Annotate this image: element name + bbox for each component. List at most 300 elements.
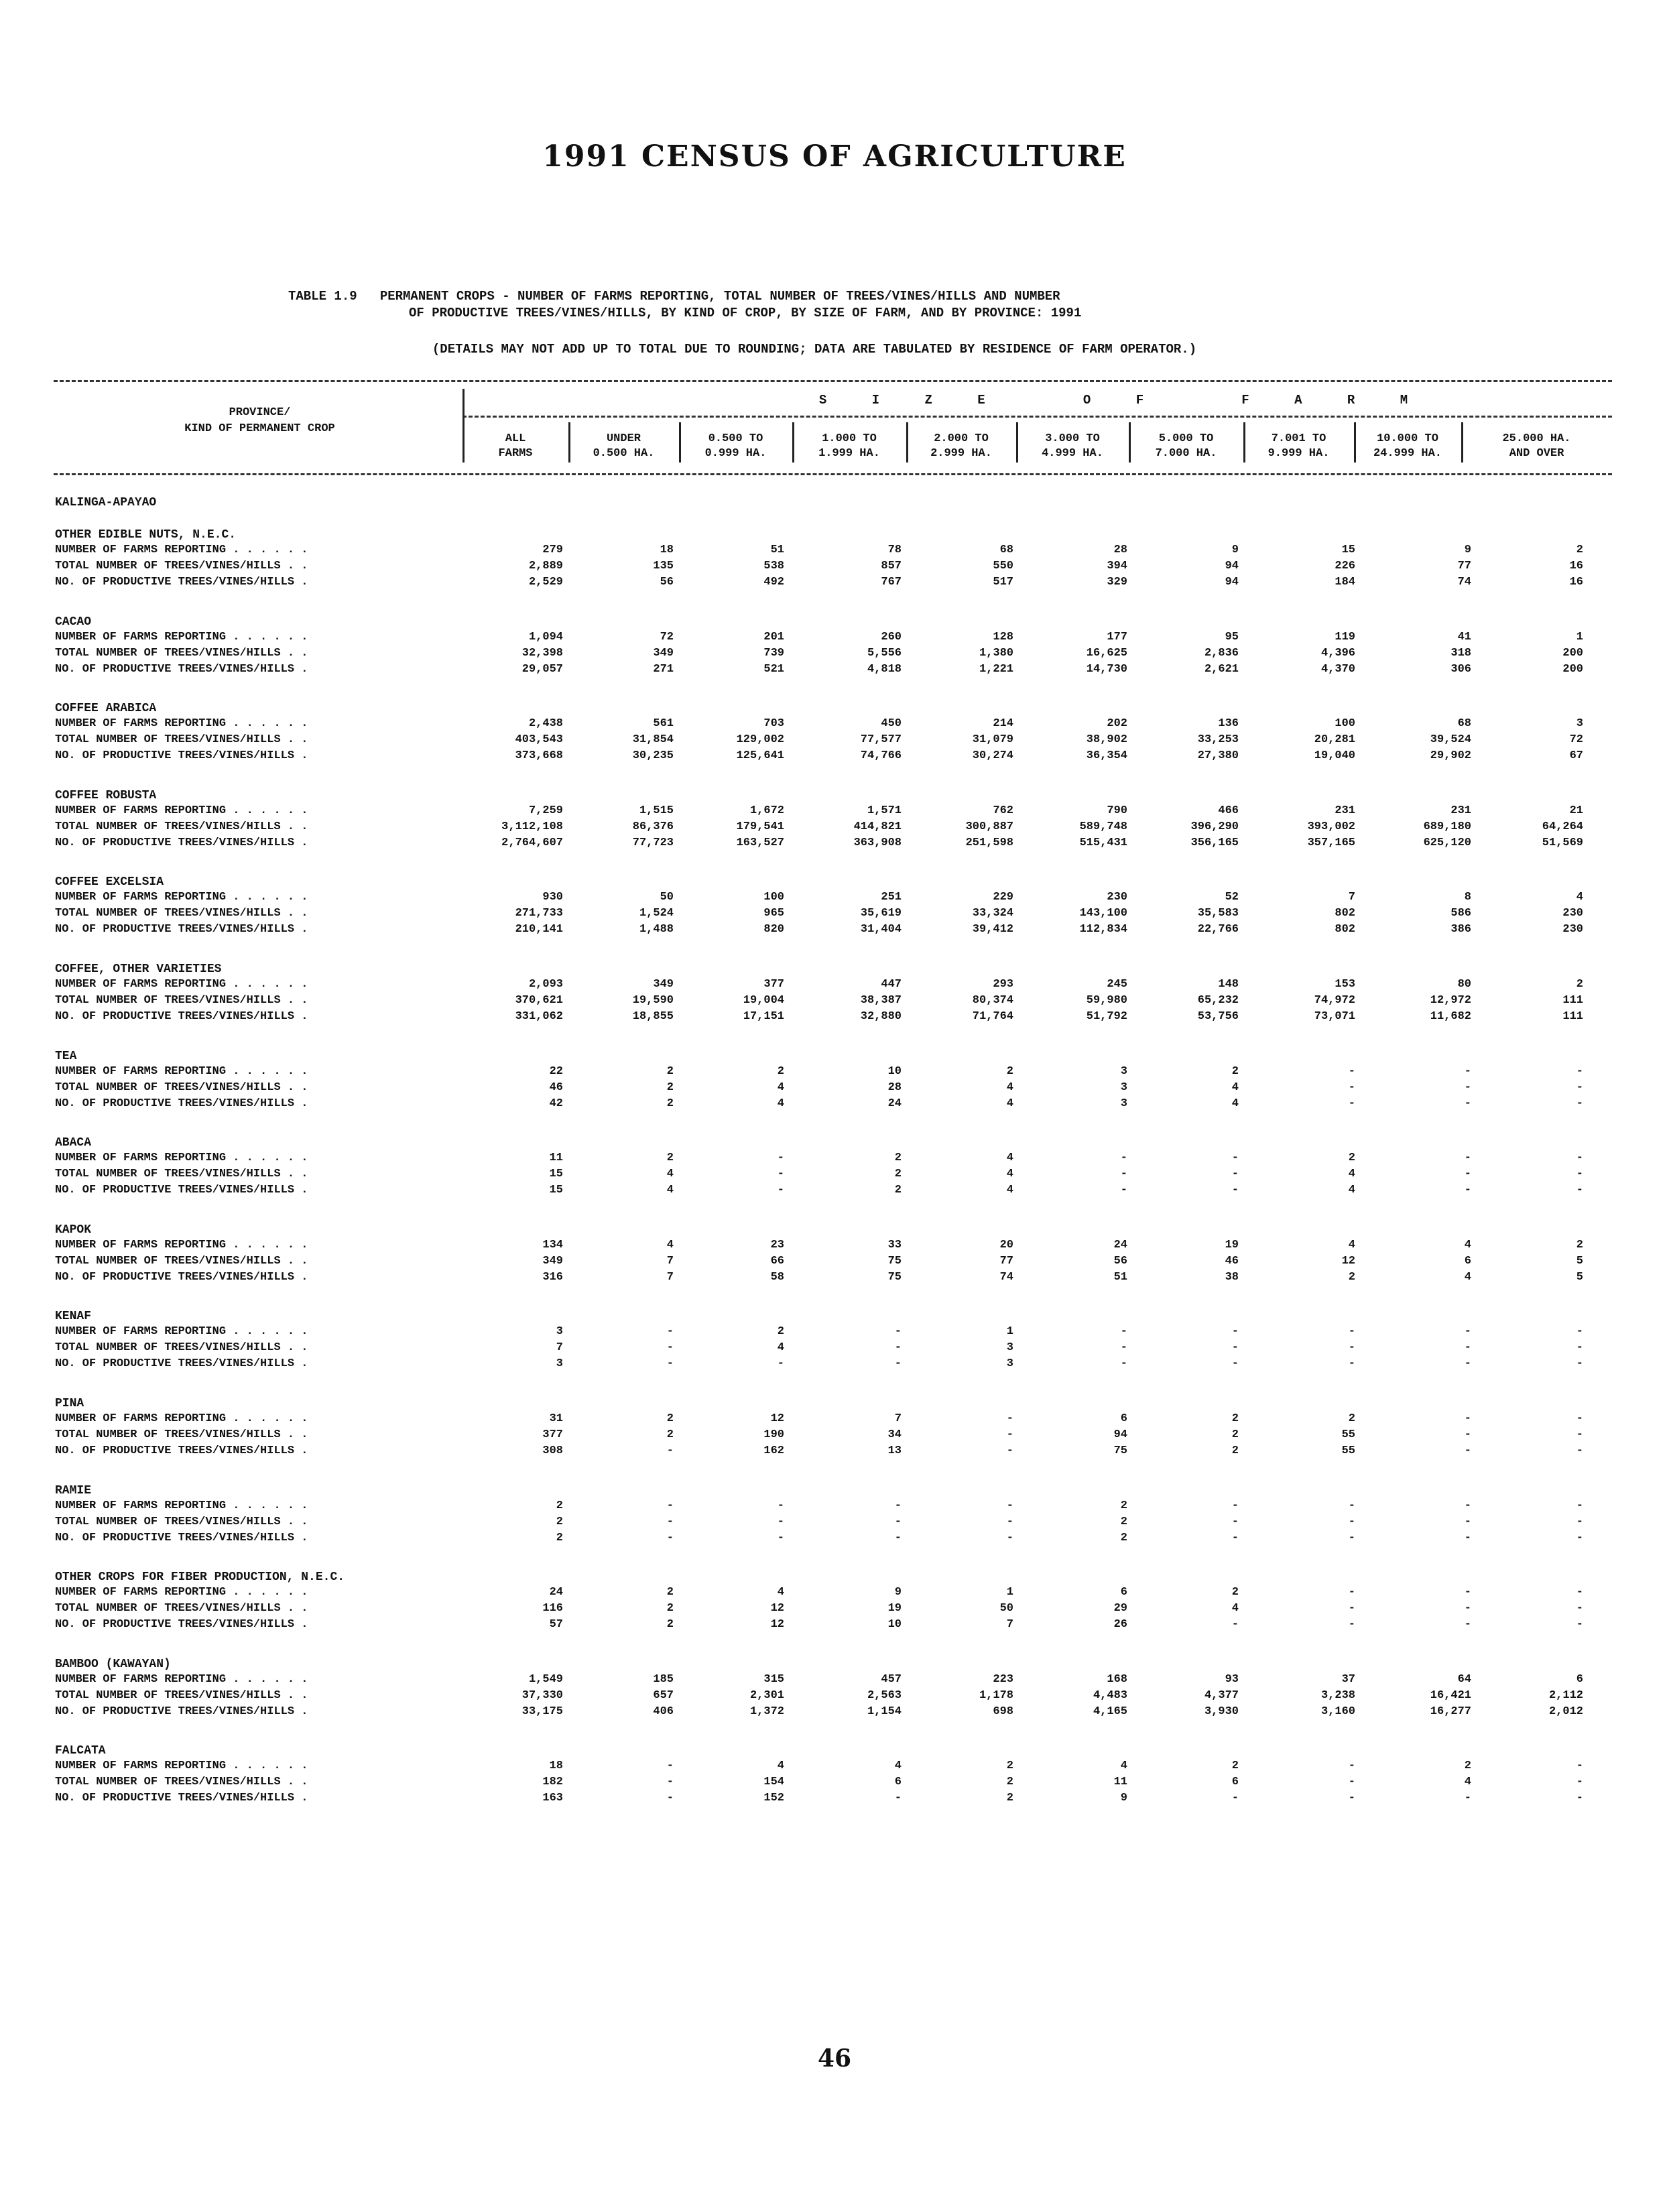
- table-cell: 820: [763, 923, 784, 936]
- row-label: NUMBER OF FARMS REPORTING . . . . . .: [55, 630, 308, 643]
- table-cell: 12: [770, 1602, 784, 1615]
- table-cell: 2,889: [528, 560, 563, 572]
- table-cell: -: [894, 1341, 902, 1355]
- row-label: TOTAL NUMBER OF TREES/VINES/HILLS . .: [55, 907, 308, 920]
- table-cell: -: [666, 1792, 674, 1805]
- table-cell: 68: [999, 544, 1013, 556]
- table-cell: 2,529: [528, 576, 563, 589]
- table-cell: 15: [1341, 544, 1355, 556]
- table-cell: 94: [1113, 1428, 1127, 1441]
- table-cell: 2: [556, 1499, 563, 1512]
- table-cell: 16,277: [1430, 1705, 1471, 1718]
- table-cell: 230: [1107, 891, 1127, 904]
- table-cell: 38: [1225, 1270, 1239, 1284]
- table-cell: 4: [1231, 1081, 1239, 1094]
- row-label: TOTAL NUMBER OF TREES/VINES/HILLS . .: [55, 1341, 308, 1355]
- table-cell: 1,154: [867, 1705, 902, 1718]
- table-cell: 2,112: [1548, 1688, 1583, 1702]
- crop-name: COFFEE EXCELSIA: [55, 875, 164, 889]
- column-header-line-1: 2.000 TO: [934, 432, 989, 445]
- table-cell: 7: [666, 1270, 674, 1284]
- table-cell: 739: [763, 646, 784, 660]
- table-cell: 56: [1113, 1254, 1127, 1268]
- table-cell: 4: [1231, 1097, 1239, 1110]
- table-cell: 857: [881, 560, 902, 572]
- table-cell: 4: [777, 1760, 784, 1773]
- table-cell: 6: [1464, 1254, 1471, 1268]
- table-cell: 4: [1348, 1184, 1355, 1197]
- row-label: TOTAL NUMBER OF TREES/VINES/HILLS . .: [55, 1254, 308, 1268]
- table-cell: 2: [777, 1064, 784, 1078]
- table-cell: 78: [887, 544, 902, 556]
- table-cell: 200: [1562, 662, 1583, 676]
- crop-name: COFFEE ARABICA: [55, 702, 157, 716]
- table-cell: 57: [549, 1618, 563, 1632]
- table-cell: 308: [542, 1445, 563, 1457]
- table-cell: 22,766: [1197, 923, 1239, 936]
- table-cell: 3: [1120, 1064, 1127, 1078]
- table-cell: 2: [1120, 1499, 1127, 1512]
- table-cell: 58: [770, 1270, 784, 1284]
- table-cell: 271: [653, 662, 674, 676]
- table-cell: 2: [556, 1531, 563, 1544]
- table-cell: -: [1464, 1064, 1471, 1078]
- table-cell: 251: [881, 891, 902, 904]
- table-cell: 75: [887, 1270, 902, 1284]
- table-cell: 226: [1335, 560, 1355, 572]
- table-cell: -: [1348, 1341, 1355, 1355]
- table-cell: -: [1576, 1531, 1583, 1544]
- page-number: 46: [817, 2044, 852, 2073]
- table-cell: 24: [1113, 1238, 1127, 1251]
- table-cell: 94: [1225, 576, 1239, 589]
- table-cell: 2: [666, 1064, 674, 1078]
- table-cell: -: [1464, 1515, 1471, 1528]
- table-cell: 3: [1120, 1097, 1127, 1110]
- table-cell: 12,972: [1430, 994, 1471, 1007]
- table-cell: 35,583: [1197, 907, 1239, 920]
- table-cell: 561: [653, 717, 674, 731]
- column-header-line-2: 9.999 HA.: [1268, 447, 1330, 460]
- table-cell: 4,396: [1320, 646, 1355, 660]
- table-cell: 214: [993, 717, 1013, 731]
- table-cell: 2: [894, 1184, 902, 1197]
- table-cell: 19,004: [743, 994, 784, 1007]
- table-cell: 202: [1107, 717, 1127, 731]
- table-cell: 4: [777, 1097, 784, 1110]
- table-cell: -: [1348, 1499, 1355, 1512]
- table-cell: -: [1464, 1602, 1471, 1615]
- table-cell: 657: [653, 1688, 674, 1702]
- table-cell: -: [1231, 1357, 1239, 1371]
- row-label: NUMBER OF FARMS REPORTING . . . . . .: [55, 1325, 308, 1339]
- table-cell: 11: [1113, 1776, 1127, 1789]
- table-cell: 386: [1450, 923, 1471, 936]
- table-cell: 2: [1120, 1531, 1127, 1544]
- table-cell: 12: [770, 1412, 784, 1425]
- column-separator: [1129, 422, 1131, 463]
- table-cell: 2: [1348, 1412, 1355, 1425]
- column-separator: [906, 422, 908, 463]
- row-label: NUMBER OF FARMS REPORTING . . . . . .: [55, 1238, 308, 1251]
- table-cell: 356,165: [1190, 836, 1239, 849]
- table-cell: -: [666, 1776, 674, 1789]
- table-cell: 2: [1464, 1760, 1471, 1773]
- table-cell: -: [1464, 1412, 1471, 1425]
- row-label: NO. OF PRODUCTIVE TREES/VINES/HILLS .: [55, 1531, 308, 1544]
- row-label: TOTAL NUMBER OF TREES/VINES/HILLS . .: [55, 1168, 308, 1181]
- table-cell: 24: [887, 1097, 902, 1110]
- table-cell: 74,972: [1314, 994, 1355, 1007]
- table-cell: 42: [549, 1097, 563, 1110]
- table-cell: -: [1576, 1602, 1583, 1615]
- table-cell: 4: [1464, 1776, 1471, 1789]
- table-cell: 95: [1225, 630, 1239, 643]
- column-separator: [462, 389, 465, 463]
- table-cell: 51: [1113, 1270, 1127, 1284]
- table-cell: 3,112,108: [501, 820, 563, 833]
- table-cell: -: [666, 1357, 674, 1371]
- table-cell: 357,165: [1307, 836, 1355, 849]
- row-label: NUMBER OF FARMS REPORTING . . . . . .: [55, 1672, 308, 1686]
- row-label: NO. OF PRODUCTIVE TREES/VINES/HILLS .: [55, 576, 308, 589]
- table-cell: 77: [999, 1254, 1013, 1268]
- table-cell: -: [777, 1184, 784, 1197]
- table-cell: 46: [549, 1081, 563, 1094]
- table-cell: -: [1576, 1325, 1583, 1339]
- table-cell: 698: [993, 1705, 1013, 1718]
- crop-name: OTHER CROPS FOR FIBER PRODUCTION, N.E.C.: [55, 1571, 345, 1585]
- table-cell: 19,040: [1314, 749, 1355, 763]
- table-cell: 6: [1120, 1412, 1127, 1425]
- column-header: [795, 432, 904, 461]
- table-cell: 965: [763, 907, 784, 920]
- table-cell: -: [1231, 1152, 1239, 1165]
- table-cell: 64: [1457, 1672, 1471, 1686]
- table-cell: -: [1576, 1760, 1583, 1773]
- table-cell: -: [777, 1499, 784, 1512]
- table-cell: -: [1120, 1341, 1127, 1355]
- table-cell: 100: [763, 891, 784, 904]
- table-cell: 3: [556, 1357, 563, 1371]
- table-cell: 3: [556, 1325, 563, 1339]
- table-cell: 74,766: [860, 749, 902, 763]
- column-header-line-2: 4.999 HA.: [1042, 447, 1103, 460]
- table-cell: 75: [1113, 1445, 1127, 1457]
- table-cell: -: [1576, 1081, 1583, 1094]
- table-cell: 2,563: [867, 1688, 902, 1702]
- table-cell: 33: [887, 1238, 902, 1251]
- row-label: NUMBER OF FARMS REPORTING . . . . . .: [55, 978, 308, 991]
- table-cell: 31: [549, 1412, 563, 1425]
- row-label: NUMBER OF FARMS REPORTING . . . . . .: [55, 804, 308, 817]
- table-cell: 17,151: [743, 1010, 784, 1023]
- table-cell: -: [1464, 1428, 1471, 1441]
- crop-name: CACAO: [55, 615, 92, 629]
- caption-line-1: TABLE 1.9 PERMANENT CROPS - NUMBER OF FARMS REPORTING, TOTAL NUMBER OF TREES/VINES/HILLS AND NUMBER: [288, 289, 1060, 304]
- table-cell: 66: [770, 1254, 784, 1268]
- table-cell: 33,253: [1197, 733, 1239, 747]
- table-cell: 251,598: [965, 836, 1013, 849]
- table-cell: 373,668: [515, 749, 563, 763]
- column-header: [909, 432, 1013, 461]
- table-cell: 306: [1450, 662, 1471, 676]
- table-cell: -: [1576, 1515, 1583, 1528]
- table-cell: 7: [1006, 1618, 1013, 1632]
- table-cell: -: [1231, 1618, 1239, 1632]
- table-cell: 2: [1576, 1238, 1583, 1251]
- table-cell: 7: [894, 1412, 902, 1425]
- table-cell: 377: [542, 1428, 563, 1441]
- table-cell: -: [1231, 1168, 1239, 1181]
- table-cell: 56: [660, 576, 674, 589]
- table-cell: -: [1464, 1168, 1471, 1181]
- table-cell: 2: [666, 1152, 674, 1165]
- table-cell: 4: [1120, 1760, 1127, 1773]
- table-cell: 19: [1225, 1238, 1239, 1251]
- table-cell: 2: [556, 1515, 563, 1528]
- table-cell: 29: [1113, 1602, 1127, 1615]
- stub-header-line-2: KIND OF PERMANENT CROP: [184, 422, 335, 435]
- table-cell: 4: [1464, 1238, 1471, 1251]
- table-cell: 802: [1335, 923, 1355, 936]
- table-cell: 331,062: [515, 1010, 563, 1023]
- table-cell: 2: [1231, 1064, 1239, 1078]
- caption-line-2: OF PRODUCTIVE TREES/VINES/HILLS, BY KIND OF CROP, BY SIZE OF FARM, AND BY PROVINCE: 1991: [409, 306, 1082, 320]
- table-cell: 1: [1576, 630, 1583, 643]
- table-cell: 35,619: [860, 907, 902, 920]
- table-cell: 2: [1120, 1515, 1127, 1528]
- crop-name: KENAF: [55, 1310, 92, 1324]
- table-cell: 223: [993, 1672, 1013, 1686]
- table-cell: -: [1348, 1776, 1355, 1789]
- table-cell: 116: [542, 1602, 563, 1615]
- table-cell: 316: [542, 1270, 563, 1284]
- table-cell: 3,238: [1320, 1688, 1355, 1702]
- column-header-line-2: 0.999 HA.: [704, 447, 767, 460]
- table-cell: -: [1231, 1792, 1239, 1805]
- table-cell: 39,524: [1430, 733, 1471, 747]
- table-cell: 7: [556, 1341, 563, 1355]
- table-cell: 65,232: [1197, 994, 1239, 1007]
- table-cell: 168: [1107, 1672, 1127, 1686]
- table-cell: 521: [763, 662, 784, 676]
- table-cell: -: [894, 1792, 902, 1805]
- table-cell: 4: [1006, 1081, 1013, 1094]
- table-cell: 4,165: [1093, 1705, 1127, 1718]
- table-cell: -: [1576, 1586, 1583, 1599]
- table-cell: 4: [1006, 1168, 1013, 1181]
- table-cell: 29,902: [1430, 749, 1471, 763]
- header-bottom-rule: [54, 473, 1612, 475]
- table-cell: -: [1231, 1184, 1239, 1197]
- table-cell: 39,412: [972, 923, 1013, 936]
- table-cell: 177: [1107, 630, 1127, 643]
- table-cell: -: [1348, 1531, 1355, 1544]
- table-cell: 2: [1006, 1792, 1013, 1805]
- table-cell: 450: [881, 717, 902, 731]
- size-of-farm-header: S I Z E O F F A R M: [818, 393, 1427, 408]
- row-label: NO. OF PRODUCTIVE TREES/VINES/HILLS .: [55, 1792, 308, 1805]
- table-cell: -: [1576, 1412, 1583, 1425]
- table-cell: 349: [542, 1254, 563, 1268]
- table-cell: 315: [763, 1672, 784, 1686]
- table-cell: 1,221: [979, 662, 1013, 676]
- table-cell: -: [777, 1357, 784, 1371]
- table-cell: 15: [549, 1168, 563, 1181]
- table-cell: 2,438: [528, 717, 563, 731]
- table-cell: 20: [999, 1238, 1013, 1251]
- crop-name: RAMIE: [55, 1483, 92, 1497]
- crop-name: OTHER EDIBLE NUTS, N.E.C.: [55, 528, 237, 542]
- table-cell: -: [1231, 1499, 1239, 1512]
- table-cell: 77: [1457, 560, 1471, 572]
- table-cell: 27,380: [1197, 749, 1239, 763]
- table-cell: -: [1231, 1325, 1239, 1339]
- table-cell: 185: [653, 1672, 674, 1686]
- table-cell: 10: [887, 1064, 902, 1078]
- table-cell: 2: [894, 1152, 902, 1165]
- table-cell: 2: [1006, 1760, 1013, 1773]
- table-cell: 4: [894, 1760, 902, 1773]
- crop-name: PINA: [55, 1397, 84, 1410]
- table-cell: 466: [1218, 804, 1239, 817]
- table-cell: 4: [777, 1081, 784, 1094]
- table-cell: 19: [887, 1602, 902, 1615]
- row-label: NO. OF PRODUCTIVE TREES/VINES/HILLS .: [55, 749, 308, 763]
- table-cell: 2: [1231, 1760, 1239, 1773]
- table-cell: 190: [763, 1428, 784, 1441]
- table-cell: 396,290: [1190, 820, 1239, 833]
- table-cell: 154: [763, 1776, 784, 1789]
- table-cell: 370,621: [515, 994, 563, 1007]
- table-cell: 2: [666, 1081, 674, 1094]
- table-cell: 2,621: [1204, 662, 1239, 676]
- table-cell: -: [777, 1152, 784, 1165]
- table-cell: 2: [1231, 1445, 1239, 1457]
- column-header-line-1: 25.000 HA.: [1502, 432, 1571, 445]
- table-cell: 271,733: [515, 907, 563, 920]
- table-cell: -: [666, 1341, 674, 1355]
- table-cell: 51: [770, 544, 784, 556]
- table-cell: 1,094: [528, 630, 563, 643]
- row-label: TOTAL NUMBER OF TREES/VINES/HILLS . .: [55, 1515, 308, 1528]
- table-cell: 18: [549, 1760, 563, 1773]
- table-cell: -: [1120, 1325, 1127, 1339]
- table-cell: 111: [1562, 1010, 1583, 1023]
- column-header-line-2: 24.999 HA.: [1373, 447, 1442, 460]
- table-cell: 4: [1231, 1602, 1239, 1615]
- table-cell: 163: [542, 1792, 563, 1805]
- table-cell: 403,543: [515, 733, 563, 747]
- table-cell: 318: [1450, 646, 1471, 660]
- table-cell: 72: [660, 630, 674, 643]
- table-cell: 111: [1562, 994, 1583, 1007]
- crop-name: FALCATA: [55, 1744, 106, 1758]
- table-cell: -: [1576, 1499, 1583, 1512]
- table-cell: -: [1464, 1341, 1471, 1355]
- column-header-line-2: FARMS: [498, 447, 533, 460]
- row-label: NUMBER OF FARMS REPORTING . . . . . .: [55, 1586, 308, 1599]
- table-cell: 2: [1576, 544, 1583, 556]
- table-cell: 112,834: [1079, 923, 1127, 936]
- table-cell: 50: [660, 891, 674, 904]
- table-cell: -: [666, 1760, 674, 1773]
- row-label: NO. OF PRODUCTIVE TREES/VINES/HILLS .: [55, 662, 308, 676]
- row-label: NUMBER OF FARMS REPORTING . . . . . .: [55, 717, 308, 731]
- table-cell: 4,377: [1204, 1688, 1239, 1702]
- table-cell: 2: [666, 1618, 674, 1632]
- table-cell: 790: [1107, 804, 1127, 817]
- table-cell: -: [1576, 1776, 1583, 1789]
- table-cell: -: [1231, 1531, 1239, 1544]
- table-cell: -: [894, 1325, 902, 1339]
- table-cell: 2,012: [1548, 1705, 1583, 1718]
- table-cell: 125,641: [736, 749, 784, 763]
- table-cell: 22: [549, 1064, 563, 1078]
- column-separator: [792, 422, 794, 463]
- table-cell: -: [777, 1168, 784, 1181]
- table-cell: 28: [887, 1081, 902, 1094]
- column-header-line-2: 7.000 HA.: [1155, 447, 1217, 460]
- table-cell: 2: [1576, 978, 1583, 991]
- size-header-rule: [462, 416, 1612, 418]
- column-separator: [679, 422, 681, 463]
- row-label: NUMBER OF FARMS REPORTING . . . . . .: [55, 1412, 308, 1425]
- column-separator: [1243, 422, 1245, 463]
- column-separator: [568, 422, 570, 463]
- row-label: NO. OF PRODUCTIVE TREES/VINES/HILLS .: [55, 923, 308, 936]
- table-cell: 293: [993, 978, 1013, 991]
- table-cell: 2,836: [1204, 646, 1239, 660]
- table-cell: 9: [1464, 544, 1471, 556]
- table-cell: 4: [777, 1341, 784, 1355]
- table-cell: 94: [1225, 560, 1239, 572]
- table-cell: 1,372: [749, 1705, 784, 1718]
- table-cell: 38,387: [860, 994, 902, 1007]
- table-cell: -: [1464, 1445, 1471, 1457]
- table-cell: -: [1464, 1792, 1471, 1805]
- table-cell: 55: [1341, 1428, 1355, 1441]
- table-cell: 18: [660, 544, 674, 556]
- table-cell: 4,818: [867, 662, 902, 676]
- table-cell: -: [1464, 1357, 1471, 1371]
- table-cell: 4: [1464, 1270, 1471, 1284]
- crop-name: COFFEE, OTHER VARIETIES: [55, 963, 222, 976]
- table-cell: 50: [999, 1602, 1013, 1615]
- table-cell: 16: [1569, 576, 1583, 589]
- column-header: [1464, 432, 1609, 461]
- table-cell: 11,682: [1430, 1010, 1471, 1023]
- table-cell: -: [1576, 1618, 1583, 1632]
- table-cell: 10: [887, 1618, 902, 1632]
- table-cell: -: [666, 1445, 674, 1457]
- table-cell: 4: [1006, 1152, 1013, 1165]
- table-cell: 3,160: [1320, 1705, 1355, 1718]
- row-label: NUMBER OF FARMS REPORTING . . . . . .: [55, 891, 308, 904]
- table-cell: 230: [1562, 923, 1583, 936]
- column-header-line-1: 1.000 TO: [822, 432, 877, 445]
- table-cell: 16,421: [1430, 1688, 1471, 1702]
- table-cell: 4: [1348, 1168, 1355, 1181]
- table-cell: 349: [653, 646, 674, 660]
- table-cell: 802: [1335, 907, 1355, 920]
- table-cell: 689,180: [1423, 820, 1471, 833]
- column-header-line-1: 10.000 TO: [1377, 432, 1438, 445]
- table-cell: 1: [1006, 1325, 1013, 1339]
- row-label: NO. OF PRODUCTIVE TREES/VINES/HILLS .: [55, 1097, 308, 1110]
- row-label: NO. OF PRODUCTIVE TREES/VINES/HILLS .: [55, 836, 308, 849]
